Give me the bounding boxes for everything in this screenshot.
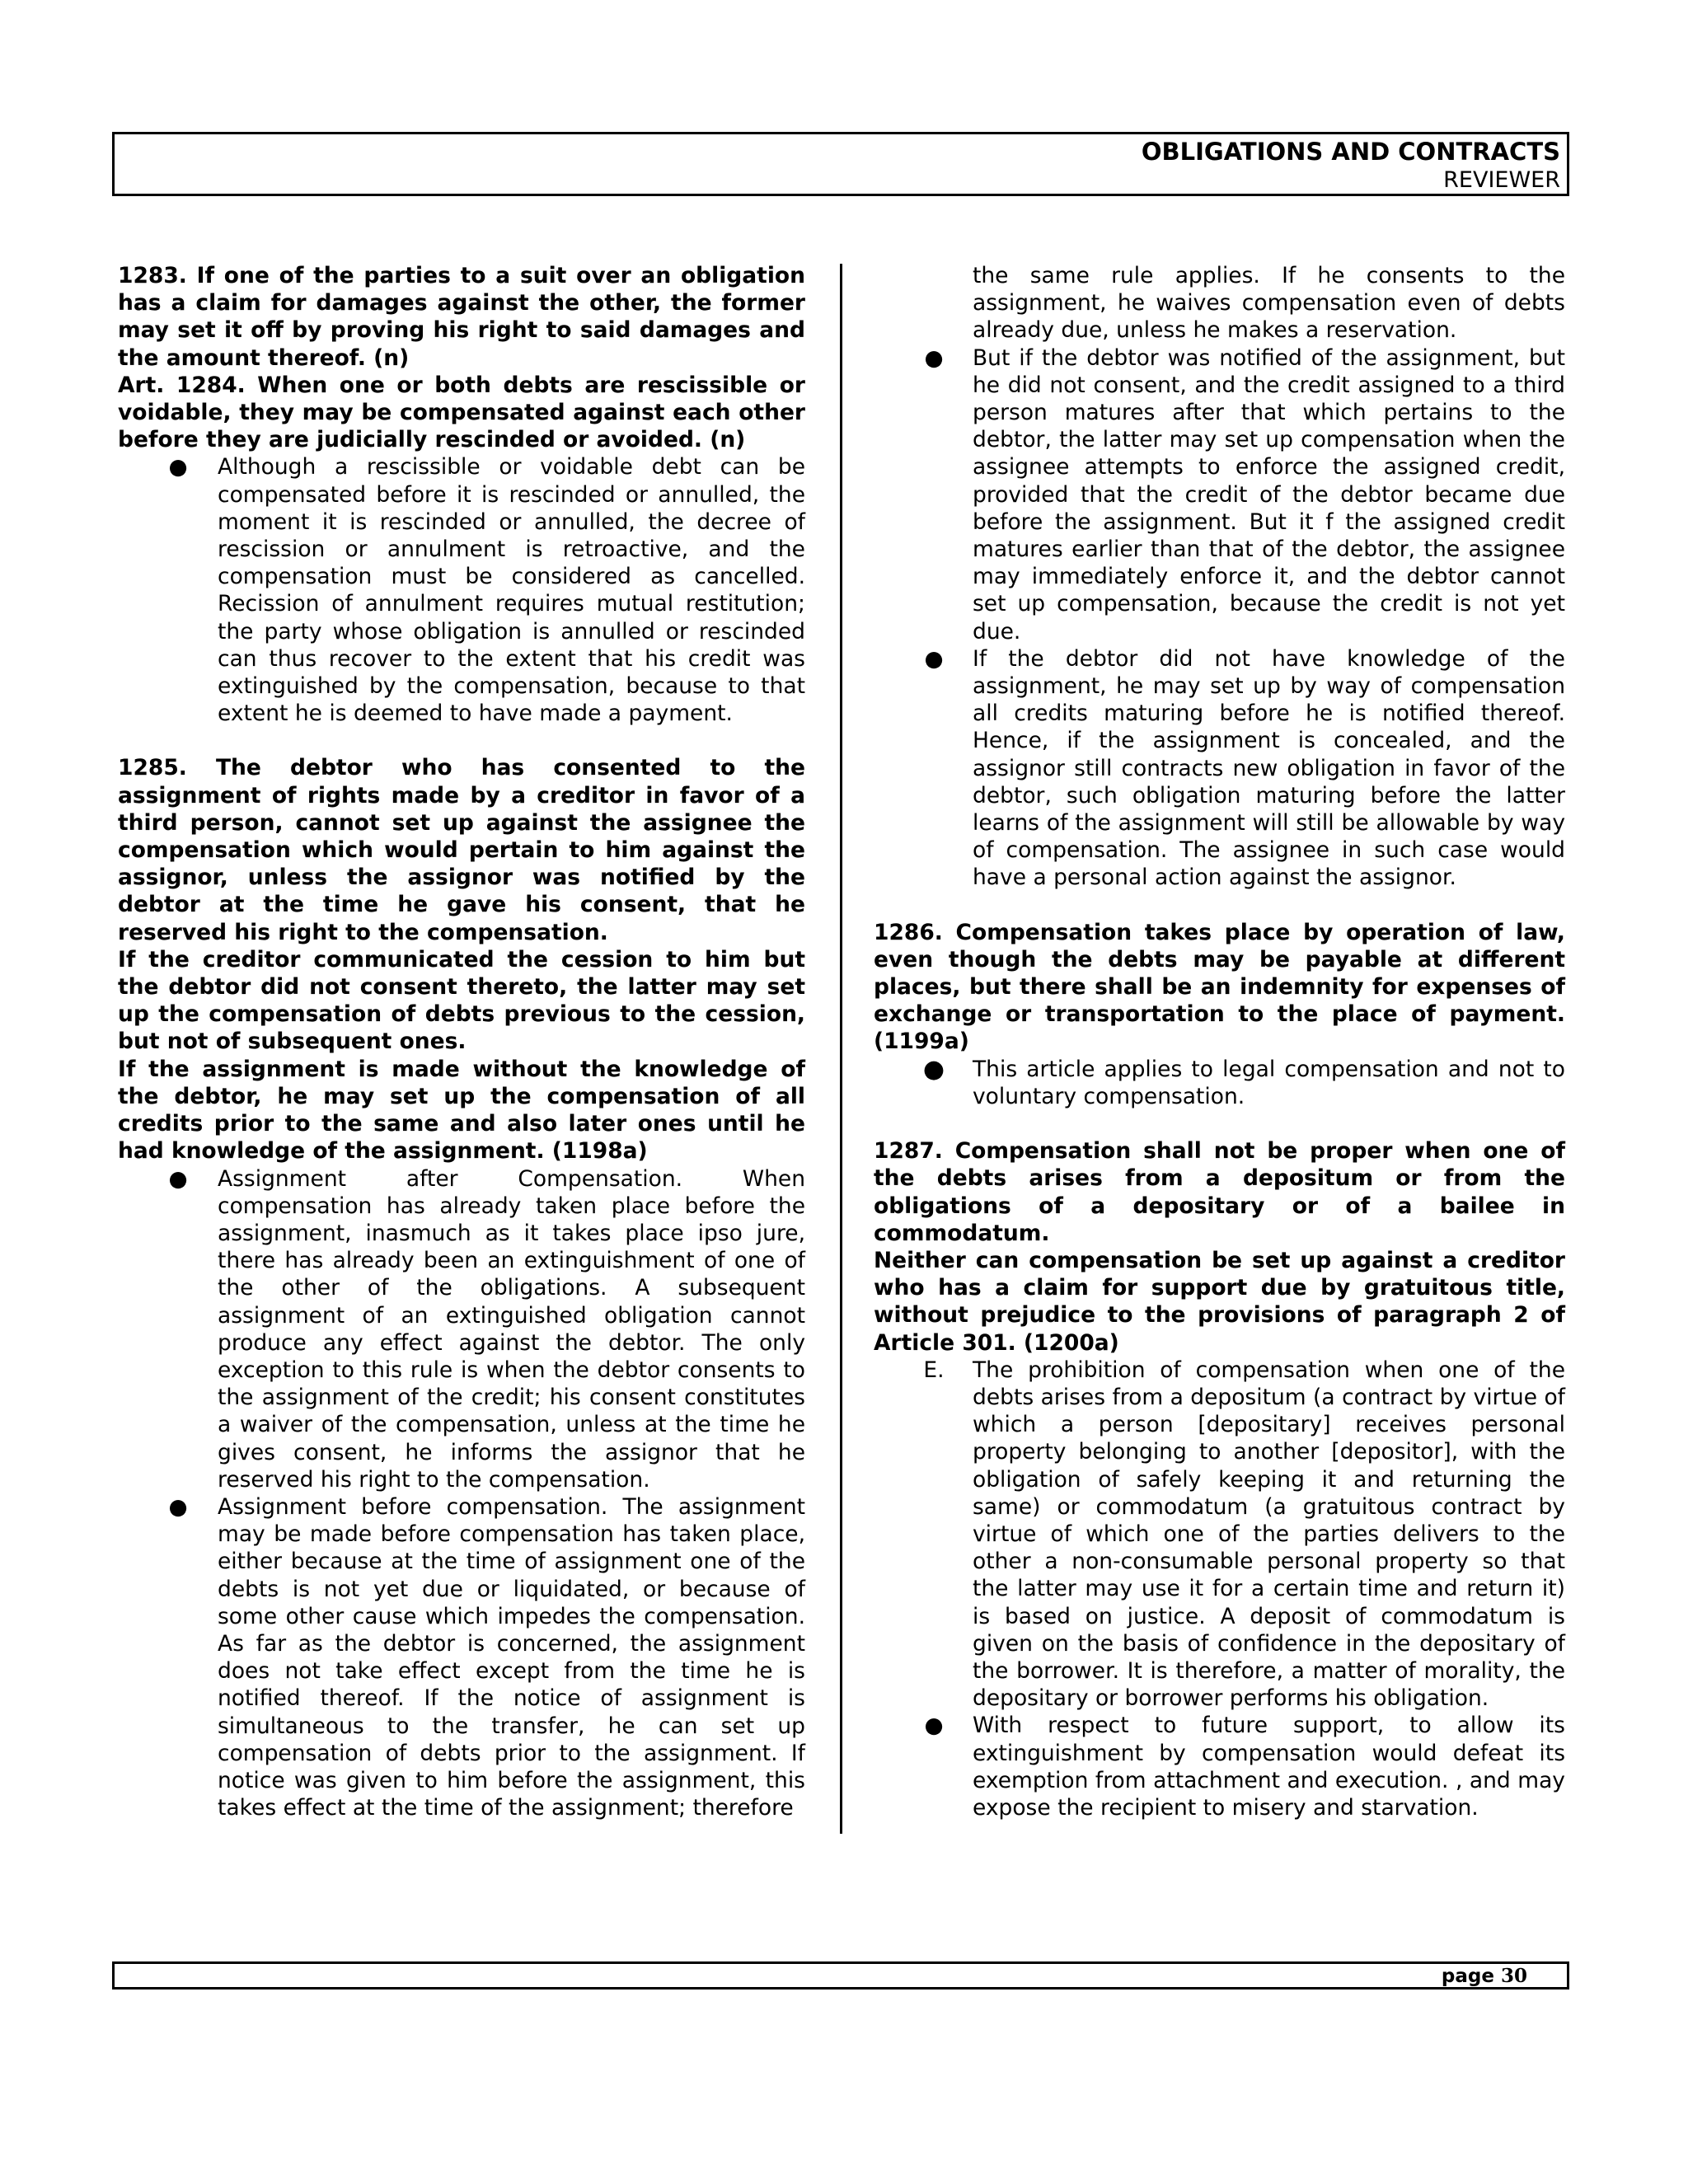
left-column (118, 262, 805, 1821)
list-item (118, 1493, 805, 1821)
spacer (118, 727, 805, 754)
article-1284: Art. 1284. When one or both debts are rescissible or voidable, they may be compensated against each other before they are judicially rescinded or avoided. (n) (118, 372, 805, 453)
list-item-text: If the debtor did not have knowledge of the assignment, he may set up by way of compensation all credits maturing before he is notified thereof. Hence, if the assignment is concealed, and the assignor still contracts new obligation in favor of the debtor, such obligation maturing before the latter learns of the assignment will still be allowable by way of compensation. The assignee in such case would have a personal action against the assignor. (973, 645, 1565, 891)
bullet-icon: ● (168, 1165, 188, 1192)
page-number (1442, 1965, 1527, 1988)
spacer (874, 1110, 1565, 1137)
article-1287-items (874, 1357, 1565, 1821)
article-1287-paragraph-2: Neither can compensation be set up against a creditor who has a claim for support due by gratuitous title, without prejudice to the provisions of paragraph 2 of Article 301. (1200a) (874, 1247, 1565, 1356)
column-divider (840, 264, 842, 1834)
header-title: OBLIGATIONS AND CONTRACTS (1141, 138, 1560, 166)
list-item-text: Although a rescissible or voidable debt can be compensated before it is rescinded or annulled, the moment it is rescinded or annulled, the decree of rescission or annulment is retroactive, and the compensation must be considered as cancelled. Recission of annulment requires mutual restitution; the party whose obligation is annulled or rescinded can thus recover to the extent that his credit was extinguished by the compensation, because to that extent he is deemed to have made a payment. (218, 454, 805, 727)
assignment-bullets (874, 344, 1565, 892)
spacer (874, 892, 1565, 919)
header-subtitle: REVIEWER (1443, 167, 1560, 193)
bullet-icon: ● (168, 1493, 188, 1520)
item-marker: E. (923, 1357, 945, 1383)
article-1285-paragraph-2: If the creditor communicated the cession to him but the debtor did not consent thereto, the latter may set up the compensation of debts previous to the cession, but not of subsequent ones. (118, 946, 805, 1055)
list-item-text: The prohibition of compensation when one of the debts arises from a depositum (a contract by virtue of which a person [depositary] receives personal property belonging to another [depositor], with the obligation of safely keeping it and returning the same) or commodatum (a gratuitous contract by virtue of which one of the parties delivers to the other a non-consumable personal property so that the latter may use it for a certain time and return it) is based on justice. A deposit of commodatum is given on the basis of confidence in the depositary of the borrower. It is therefore, a matter of morality, the depositary or borrower performs his obligation. (973, 1357, 1565, 1712)
bullet-icon: ● (924, 645, 944, 672)
right-column (874, 262, 1565, 1821)
list-item-text: But if the debtor was notified of the assignment, but he did not consent, and the credit assigned to a third person matures after that which pertains to the debtor, the latter may set up compensation when the assignee attempts to enforce the assigned credit, provided that the credit of the debtor became due before the assignment. But it f the assigned credit matures earlier than that of the debtor, the assignee may immediately enforce it, and the debtor cannot set up compensation, because the credit is not yet due. (973, 344, 1565, 644)
article-1285-bullets (118, 1165, 805, 1822)
list-item (874, 344, 1565, 645)
article-1284-bullets (118, 453, 805, 727)
page-number-value: 30 (1500, 1965, 1527, 1987)
list-item (118, 1165, 805, 1493)
list-item (118, 453, 805, 727)
list-item (874, 1357, 1565, 1713)
page-header (112, 132, 1569, 196)
list-item-text: With respect to future support, to allow its extinguishment by compensation would defeat its exemption from attachment and execution. , and may expose the recipient to misery and starvation. (973, 1713, 1565, 1821)
article-1286-bullets (874, 1056, 1565, 1110)
list-item-text: Assignment before compensation. The assignment may be made before compensation has taken place, either because at the time of assignment one of the debts is not yet due or liquidated, or because of some other cause which impedes the compensation. As far as the debtor is concerned, the assignment does not take effect except from the time he is notified thereof. If the notice of assignment is simultaneous to the transfer, he can set up compensation of debts prior to the assignment. If notice was given to him before the assignment, this takes effect at the time of the assignment; therefore (218, 1493, 805, 1821)
list-item-text: Assignment after Compensation. When compensation has already taken place before the assignment, inasmuch as it takes place ipso jure, there has already been an extinguishment of one of the other of the obligations. A subsequent assignment of an extinguished obligation cannot produce any effect against the debtor. The only exception to this rule is when the debtor consents to the assignment of the credit; his consent constitutes a waiver of the compensation, unless at the time he gives consent, he informs the assignor that he reserved his right to the compensation. (218, 1165, 805, 1493)
page-label: page (1441, 1966, 1494, 1987)
bullet-icon: ● (168, 454, 188, 480)
list-item (874, 1712, 1565, 1821)
bullet-icon: ● (924, 1713, 944, 1739)
article-1286: 1286. Compensation takes place by operation of law, even though the debts may be payable at different places, but there shall be an indemnity for expenses of exchange or transportation to the place of payment. (1199a) (874, 919, 1565, 1055)
article-1287-paragraph-1: 1287. Compensation shall not be proper when one of the debts arises from a depositum or from the obligations of a depositary or of a bailee in commodatum. (874, 1138, 1565, 1246)
bullet-icon: ● (924, 344, 944, 371)
list-item (874, 1056, 1565, 1110)
article-1285-paragraph-3: If the assignment is made without the knowledge of the debtor, he may set up the compensation of all credits prior to the same and also later ones until he had knowledge of the assignment. (1198a) (118, 1056, 805, 1165)
list-item (874, 645, 1565, 892)
continuation-text: the same rule applies. If he consents to the assignment, he waives compensation even of debts already due, unless he makes a reservation. (973, 263, 1565, 344)
list-item-text: This article applies to legal compensation and not to voluntary compensation. (973, 1056, 1565, 1109)
bullet-icon: ● (922, 1054, 945, 1084)
page-footer (112, 1961, 1569, 1990)
article-1283: 1283. If one of the parties to a suit over an obligation has a claim for damages against the other, the former may set it off by proving his right to said damages and the amount thereof. (n) (118, 263, 805, 371)
article-1285-paragraph-1: 1285. The debtor who has consented to the assignment of rights made by a creditor in favor of a third person, cannot set up against the assignee the compensation which would pertain to him against the assignor, unless the assignor was notified by the debtor at the time he gave his consent, that he reserved his right to the compensation. (118, 755, 805, 945)
